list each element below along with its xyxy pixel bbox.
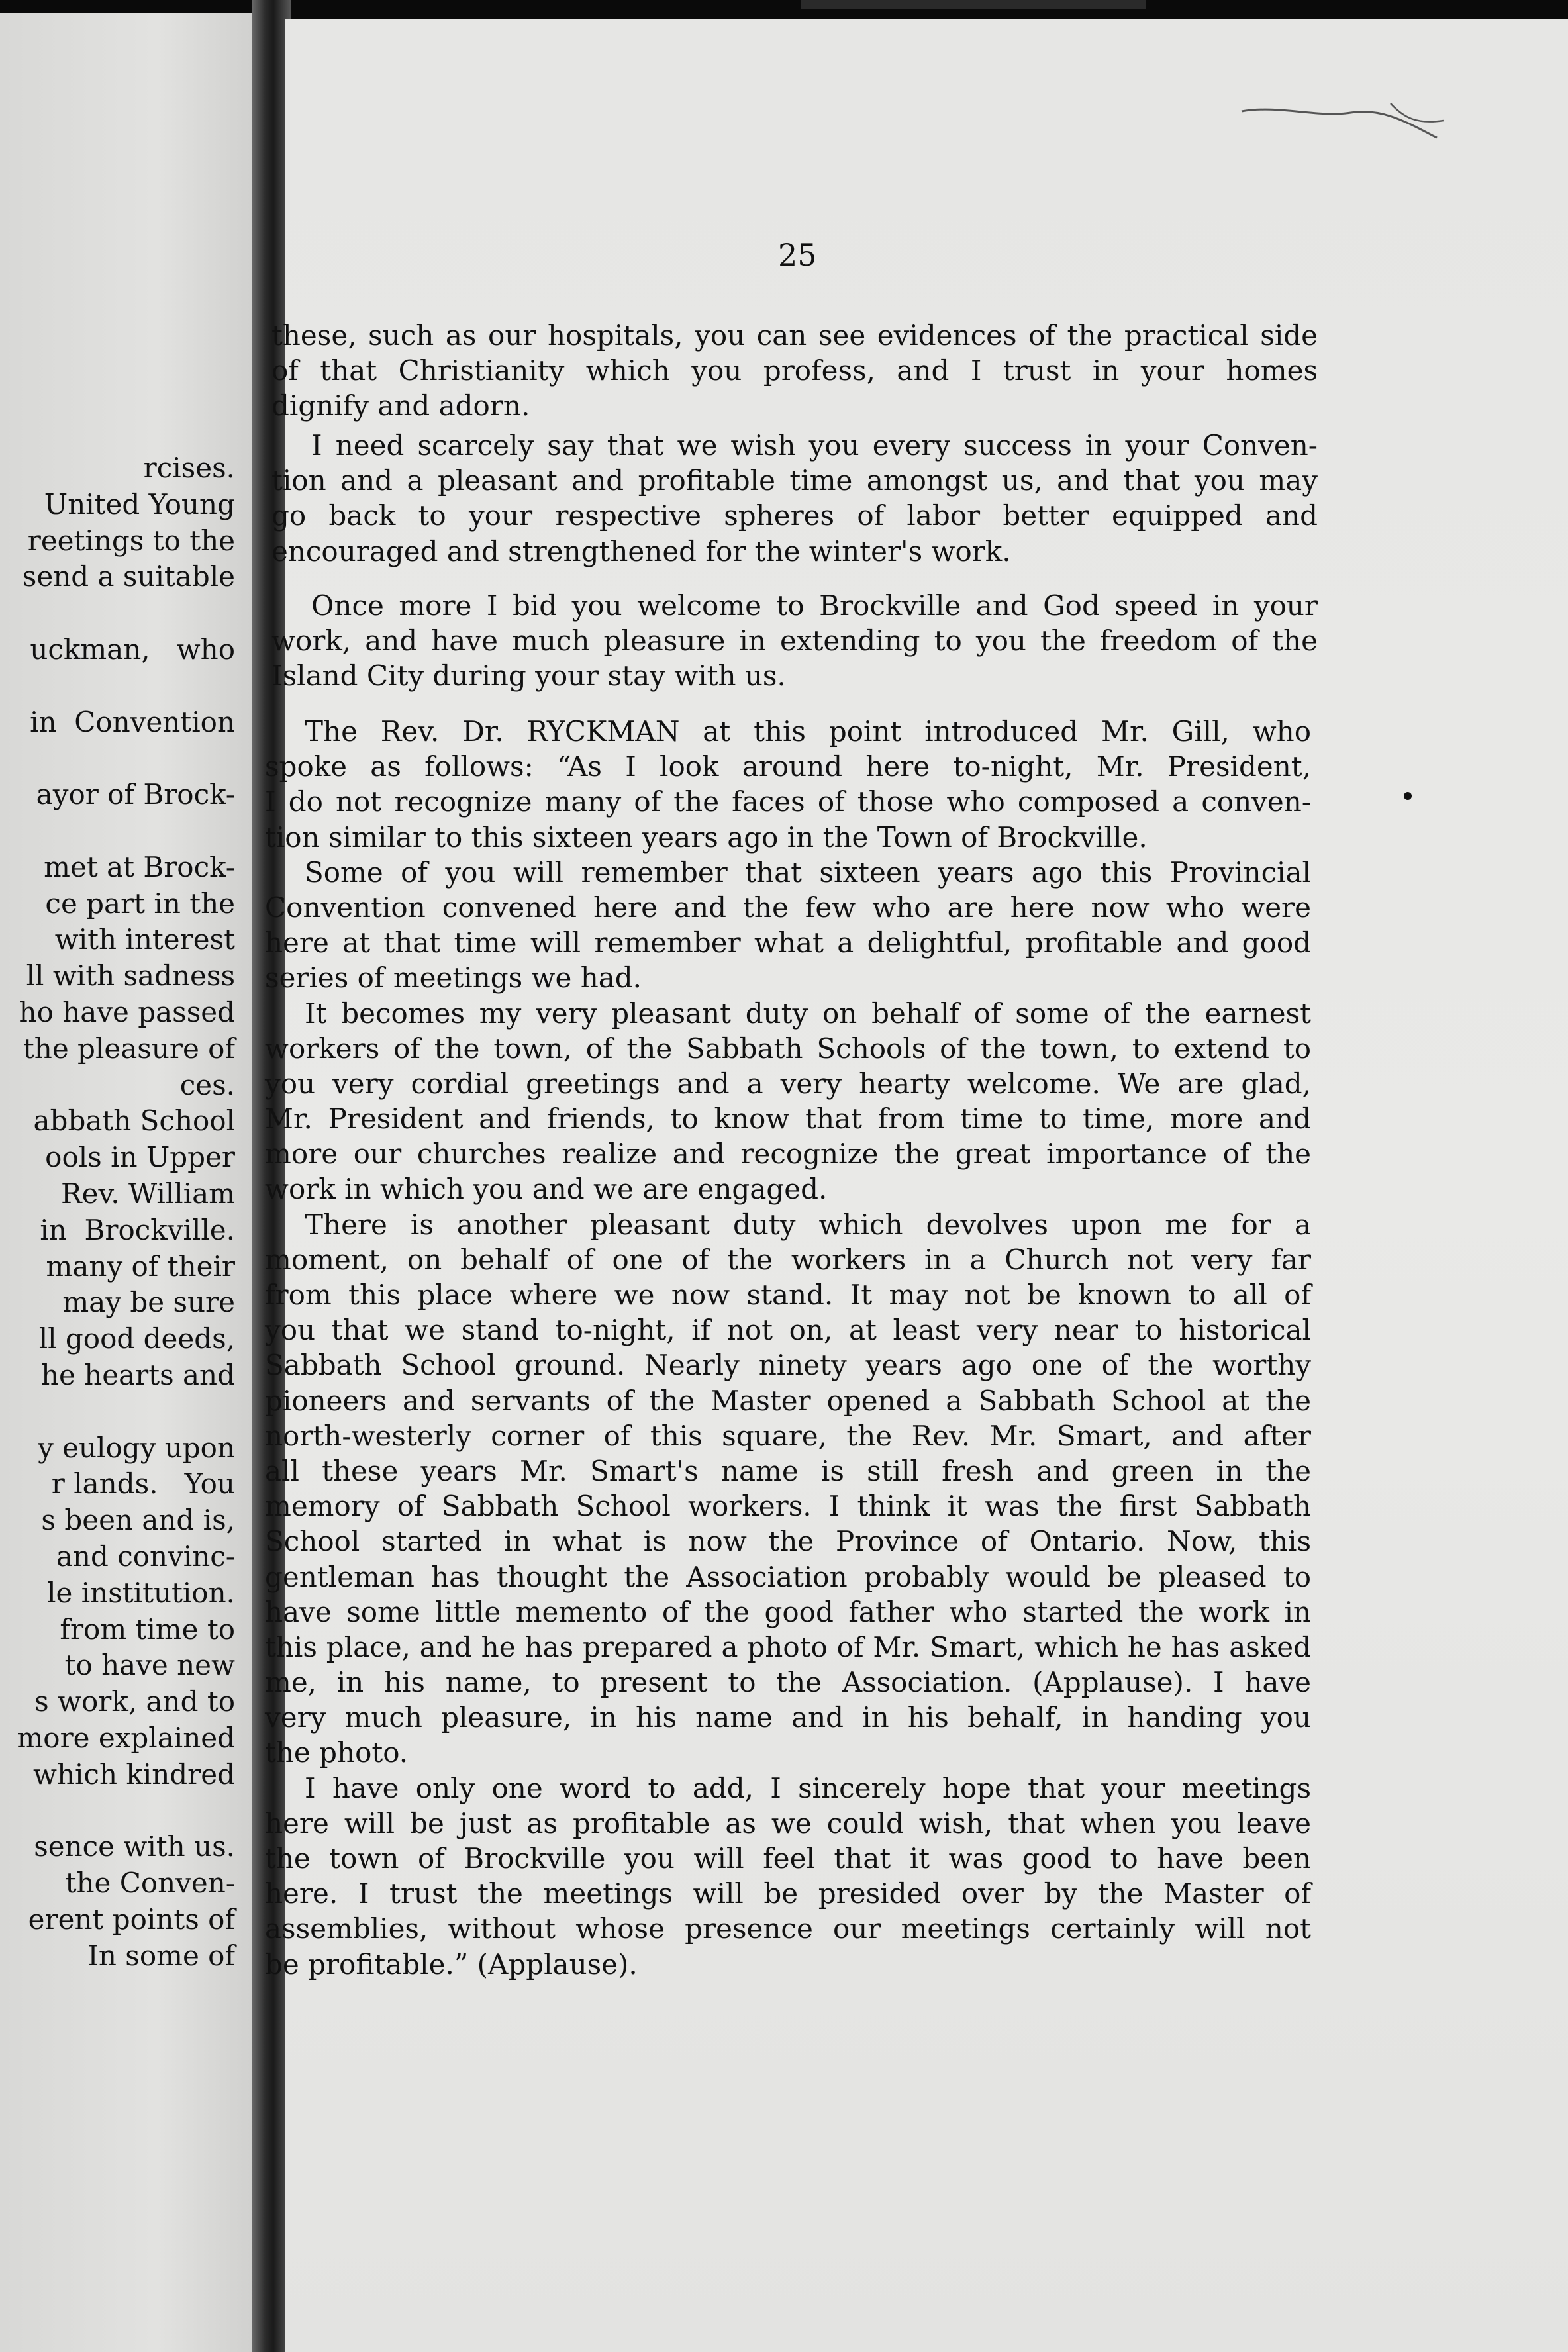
text-line: tion similar to this sixteen years ago in the Town of Brockville. [265, 820, 1148, 854]
left-page-line: to have new [64, 1649, 235, 1682]
left-page-line: which kindred [33, 1757, 235, 1790]
text-line: Convention convened here and the few who are here now who were [265, 891, 1311, 924]
left-page-line [7, 740, 235, 777]
left-page-text-fragments [7, 450, 235, 1974]
left-page-line: send a suitable [22, 560, 235, 593]
left-page-line: sence with us. [34, 1830, 235, 1863]
left-page-line: s been and is, [41, 1504, 235, 1537]
ink-speck [1404, 792, 1412, 800]
left-facing-page [0, 13, 262, 2352]
text-line: pioneers and servants of the Master opened a Sabbath School at the [265, 1384, 1311, 1417]
paragraph-block-1 [271, 318, 1318, 424]
left-page-line: United Young [44, 487, 235, 520]
left-page-line: uckman, who [30, 632, 235, 665]
text-line: these, such as our hospitals, you can see evidences of the practical side [271, 319, 1318, 352]
text-line: I need scarcely say that we wish you every success in your Conven- [311, 429, 1318, 462]
text-line: The Rev. Dr. RYCKMAN at this point introduced Mr. Gill, who [305, 715, 1311, 748]
left-page-line: with interest [54, 923, 235, 956]
text-line: from this place where we now stand. It may not be known to all of [265, 1279, 1311, 1311]
page-number: 25 [778, 237, 817, 273]
text-line: It becomes my very pleasant duty on behalf of some of the earnest [305, 997, 1311, 1030]
left-page-line: ho have passed [19, 995, 235, 1028]
text-line: have some little memento of the good father who started the work in [265, 1595, 1311, 1628]
left-page-line: reetings to the [27, 524, 235, 557]
left-page-line: ces. [179, 1068, 235, 1101]
left-page-line: more explained [17, 1721, 235, 1754]
text-line: this place, and he has prepared a photo of Mr. Smart, which he has asked [265, 1630, 1311, 1663]
text-line: be profitable.” (Applause). [265, 1947, 638, 1981]
left-page-line [7, 1394, 235, 1430]
left-page-line [7, 668, 235, 705]
text-line: the photo. [265, 1736, 409, 1769]
text-line: here at that time will remember what a delightful, profitable and good [265, 926, 1311, 959]
left-page-line: many of their [46, 1250, 235, 1283]
main-page [265, 19, 1568, 2352]
paragraph-block-3 [271, 588, 1318, 694]
text-line: you that we stand to-night, if not on, at least very near to historical [265, 1314, 1311, 1347]
text-line: here. I trust the meetings will be presided over by the Master of [265, 1877, 1311, 1910]
left-page-line: may be sure [62, 1286, 235, 1319]
text-line: spoke as follows: “As I look around here to-night, Mr. President, [265, 750, 1311, 783]
text-line: I do not recognize many of the faces of those who composed a conven- [265, 785, 1311, 818]
left-page-line: y eulogy upon [38, 1431, 235, 1464]
text-line: dignify and adorn. [271, 389, 530, 422]
left-page-line: the Conven- [65, 1867, 235, 1900]
left-page-line: r lands. You [51, 1467, 235, 1500]
left-page-line: ll with sadness [26, 959, 235, 993]
text-line: There is another pleasant duty which devolves upon me for a [305, 1208, 1311, 1241]
text-line: more our churches realize and recognize the great importance of the [265, 1138, 1311, 1171]
left-page-line: ools in Upper [45, 1141, 235, 1174]
text-line: School started in what is now the Province of Ontario. Now, this [265, 1525, 1311, 1558]
text-line: very much pleasure, in his name and in his behalf, in handing you [265, 1701, 1311, 1734]
text-line: north-westerly corner of this square, the Rev. Mr. Smart, and after [265, 1419, 1311, 1452]
text-line: encouraged and strengthened for the winter's work. [271, 534, 1011, 567]
text-line: you very cordial greetings and a very hearty welcome. We are glad, [265, 1067, 1311, 1100]
text-line: Island City during your stay with us. [271, 660, 786, 693]
pencil-mark [1238, 98, 1450, 144]
text-line: assemblies, without whose presence our meetings certainly will not [265, 1912, 1311, 1945]
left-page-line: he hearts and [40, 1358, 235, 1391]
left-page-line: ce part in the [45, 887, 235, 920]
text-line: Once more I bid you welcome to Brockville and God speed in your [311, 589, 1318, 622]
text-line: go back to your respective spheres of labor better equipped and [271, 499, 1318, 532]
text-line: moment, on behalf of one of the workers in a Church not very far [265, 1243, 1311, 1276]
paragraph-block-2 [271, 428, 1318, 569]
left-page-line: abbath School [33, 1104, 235, 1138]
text-line: here will be just as profitable as we could wish, that when you leave [265, 1806, 1311, 1839]
text-line: Sabbath School ground. Nearly ninety years ago one of the worthy [265, 1349, 1311, 1382]
left-page-line: le institution. [47, 1576, 235, 1609]
left-page-line: in Convention [30, 705, 235, 738]
left-page-line: erent points of [28, 1902, 235, 1936]
text-line: all these years Mr. Smart's name is still fresh and green in the [265, 1454, 1311, 1487]
scan-top-border-gap [801, 0, 1146, 9]
text-line: Mr. President and friends, to know that from time to time, more and [265, 1102, 1311, 1136]
left-page-line: ll good deeds, [38, 1322, 235, 1355]
left-page-line: In some of [87, 1939, 235, 1972]
paragraph-block-4 [265, 714, 1311, 1982]
left-page-line: s work, and to [34, 1685, 235, 1718]
left-page-line [7, 1792, 235, 1829]
left-page-line: ayor of Brock- [36, 778, 235, 811]
left-page-line: rcises. [143, 452, 235, 484]
text-line: work, and have much pleasure in extending to you the freedom of the [271, 624, 1318, 658]
text-line: tion and a pleasant and profitable time amongst us, and that you may [271, 464, 1318, 497]
text-line: of that Christianity which you profess, and I trust in your homes [271, 354, 1318, 387]
left-page-line [7, 813, 235, 850]
left-page-line: Rev. William [61, 1177, 235, 1210]
text-line: gentleman has thought the Association probably would be pleased to [265, 1560, 1311, 1593]
text-line: series of meetings we had. [265, 961, 642, 995]
left-page-line: the pleasure of [23, 1032, 235, 1065]
left-page-line: in Brockville. [40, 1213, 235, 1246]
text-line: Some of you will remember that sixteen years ago this Provincial [305, 856, 1311, 889]
left-page-line: from time to [60, 1612, 235, 1645]
text-line: I have only one word to add, I sincerely hope that your meetings [305, 1771, 1311, 1804]
left-page-line [7, 595, 235, 632]
text-line: workers of the town, of the Sabbath Schools of the town, to extend to [265, 1032, 1311, 1065]
left-page-line: and convinc- [56, 1540, 235, 1573]
left-page-line: met at Brock- [44, 850, 235, 883]
text-line: me, in his name, to present to the Association. (Applause). I have [265, 1666, 1311, 1699]
text-line: work in which you and we are engaged. [265, 1173, 828, 1206]
text-line: memory of Sabbath School workers. I think it was the first Sabbath [265, 1490, 1311, 1523]
text-line: the town of Brockville you will feel that it was good to have been [265, 1842, 1311, 1875]
